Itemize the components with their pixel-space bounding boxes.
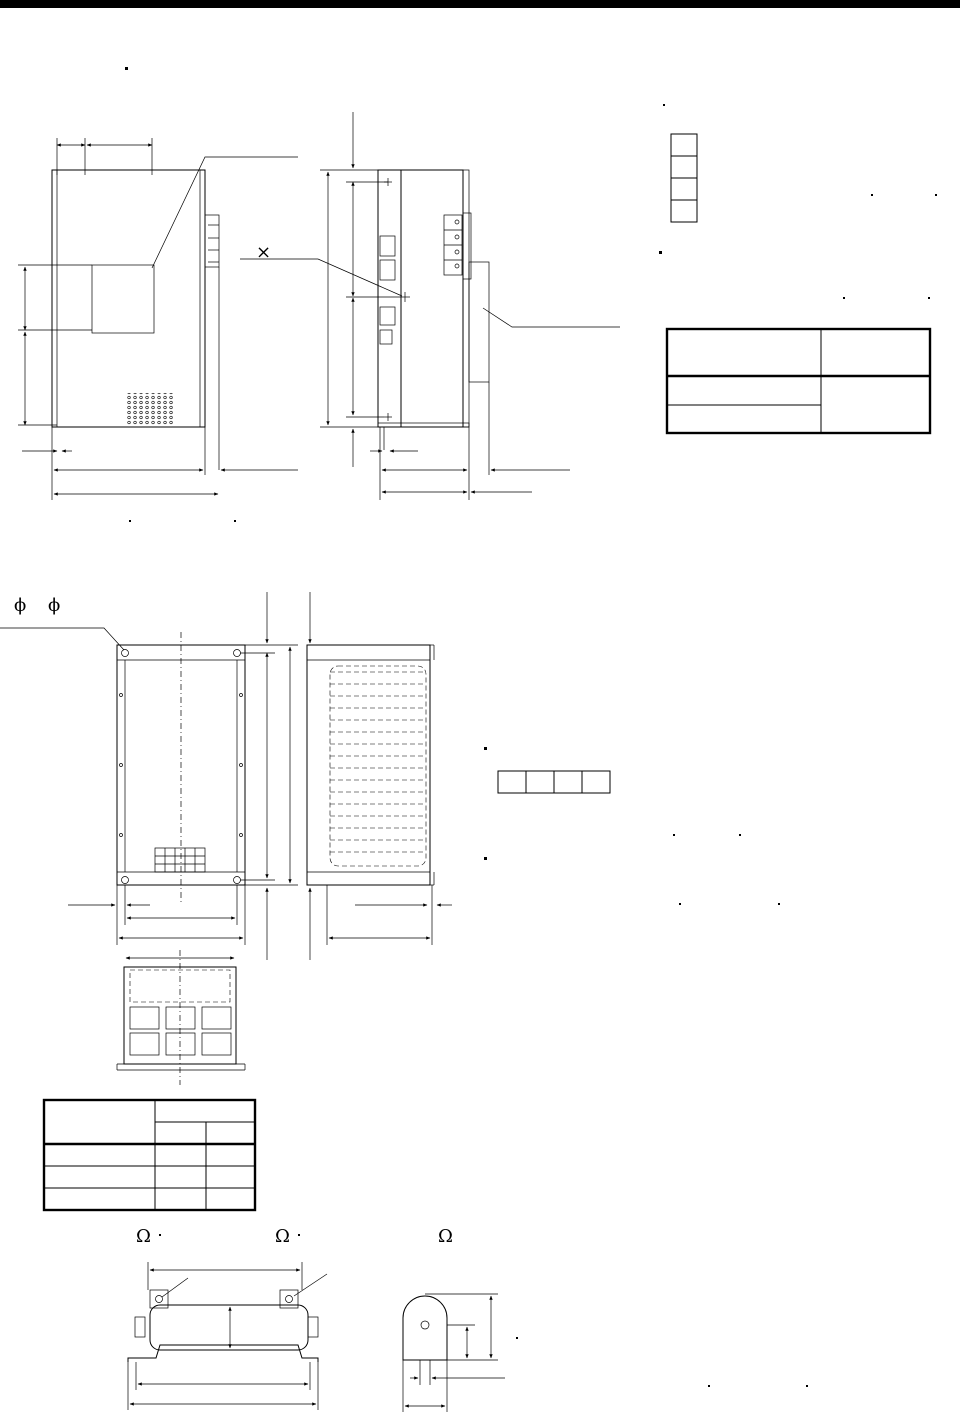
resistor-unit-side <box>307 592 452 960</box>
unit-front-view <box>18 138 298 500</box>
tubular-resistor-side <box>403 1294 505 1412</box>
ohm-symbol-1: Ω <box>136 1226 151 1247</box>
spec-table-bottom <box>44 1100 255 1210</box>
phi-symbol-2: ϕ <box>48 595 61 616</box>
unit-side-view <box>240 112 620 500</box>
tubular-resistor-front <box>128 1262 327 1410</box>
ohm-symbol-2: Ω <box>275 1226 290 1247</box>
resistor-unit-bottom <box>117 950 245 1085</box>
phi-symbol-1: ϕ <box>14 595 27 616</box>
four-cell-box <box>498 771 610 793</box>
ohm-symbol-3: Ω <box>438 1226 453 1247</box>
vent-grille <box>126 393 174 425</box>
cross-symbol: × <box>256 242 272 263</box>
terminal-stack <box>671 134 697 222</box>
header-bar <box>0 0 960 8</box>
spec-table-top <box>667 329 930 433</box>
resistor-unit-front <box>0 592 298 960</box>
bullet-marks <box>125 67 937 1387</box>
